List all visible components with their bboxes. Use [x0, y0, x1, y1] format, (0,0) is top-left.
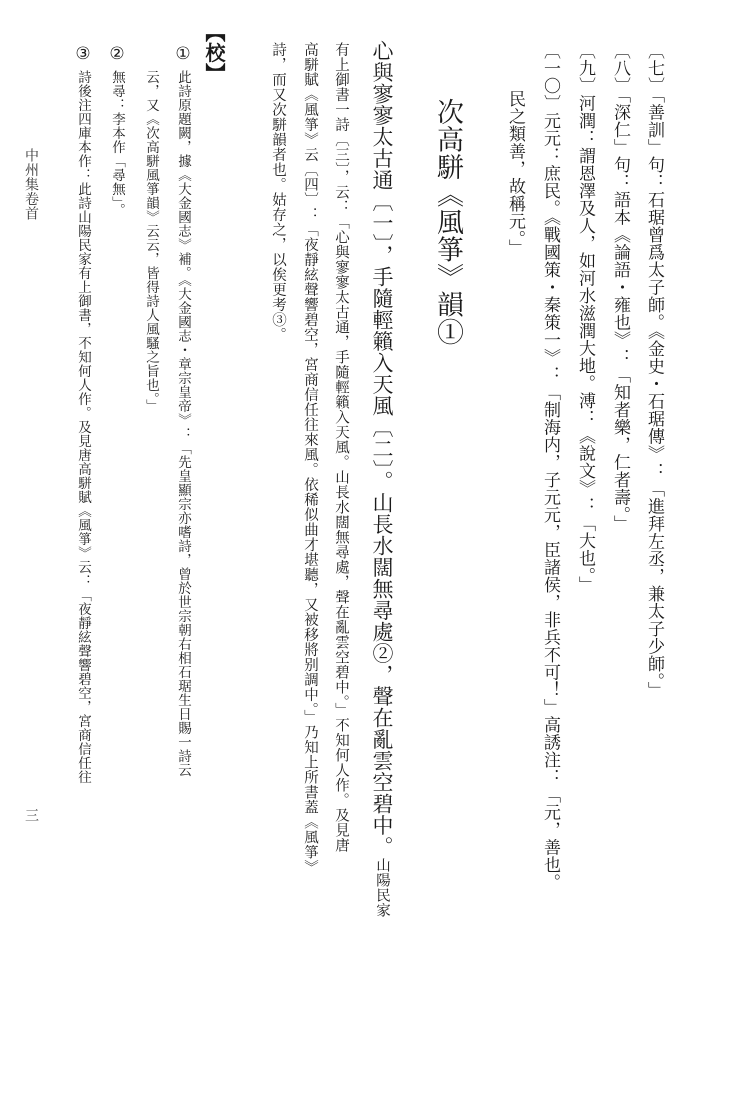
running-head: 中州集卷首 — [23, 148, 39, 221]
prev-note-7: 〔七〕「善訓」句：石琚曾爲太子師。《金史・石琚傳》：「進拜左丞，兼太子少師。」 — [644, 42, 664, 699]
poem-title: 次高駢《風箏》韻① — [432, 98, 463, 346]
note-text: 云，又《次高駢風箏韻》云云，皆得詩人風騷之旨也。」 — [143, 70, 159, 414]
prev-note-10: 〔一〇〕元元：庶民。《戰國策・秦策一》：「制海内，子元元，臣諸侯，非兵不可！」高誘注：「元，善也。 — [540, 42, 560, 891]
note-number: ① — [173, 44, 193, 65]
note-text: 此詩原題闕，據《大金國志》補。《大金國志・章宗皇帝》：「先皇顯宗亦嗜詩，曾於世宗朝右相石琚生日賜一詩云 — [175, 70, 191, 778]
note-text: 無尋：李本作「尋無」。 — [109, 70, 125, 218]
note-text: 詩後注四庫本作：此詩山陽民家有上御書，不知何人作。及見唐高駢賦《風箏》云：「夜靜絃聲響碧空，宮商信任往 — [75, 70, 91, 784]
note-number: ② — [107, 44, 127, 65]
prev-note-9: 〔九〕河潤：謂恩澤及人，如河水滋潤大地。溥：《說文》：「大也。」 — [575, 42, 595, 594]
poem-text: 心與寥寥太古通〔一〕，手隨輕籟入天風〔二〕。山長水闊無尋處②，聲在亂雲空碧中。 — [370, 40, 394, 858]
poem-note-line-3: 詩，而又次駢韻者也。姑存之，以俟更考③。 — [270, 42, 286, 342]
poem-line — [367, 40, 397, 918]
poem-note-line-1: 有上御書一詩〔三〕，云：「心與寥寥太古通，手隨輕籟入天風。山長水闊無尋處，聲在亂雲空碧中。」不知何人作。及見唐 — [333, 42, 349, 853]
prev-note-8: 〔八〕「深仁」句：語本《論語・雍也》：「知者樂，仁者壽。」 — [610, 42, 630, 533]
collation-heading: 【校】 — [202, 22, 226, 84]
poem-note-line-2: 高駢賦《風箏》云〔四〕：「夜靜絃聲響碧空，宮商信任往來風。依稀似曲才堪聽，又被移將别調中。」乃知上所書蓋《風箏》 — [302, 42, 318, 875]
poem-note-inline: 山陽民家 — [374, 857, 390, 918]
note-number: ③ — [73, 44, 93, 65]
page-number: 三 — [23, 808, 39, 823]
prev-note-10-cont: 民之類善，故稱元。」 — [505, 90, 525, 257]
